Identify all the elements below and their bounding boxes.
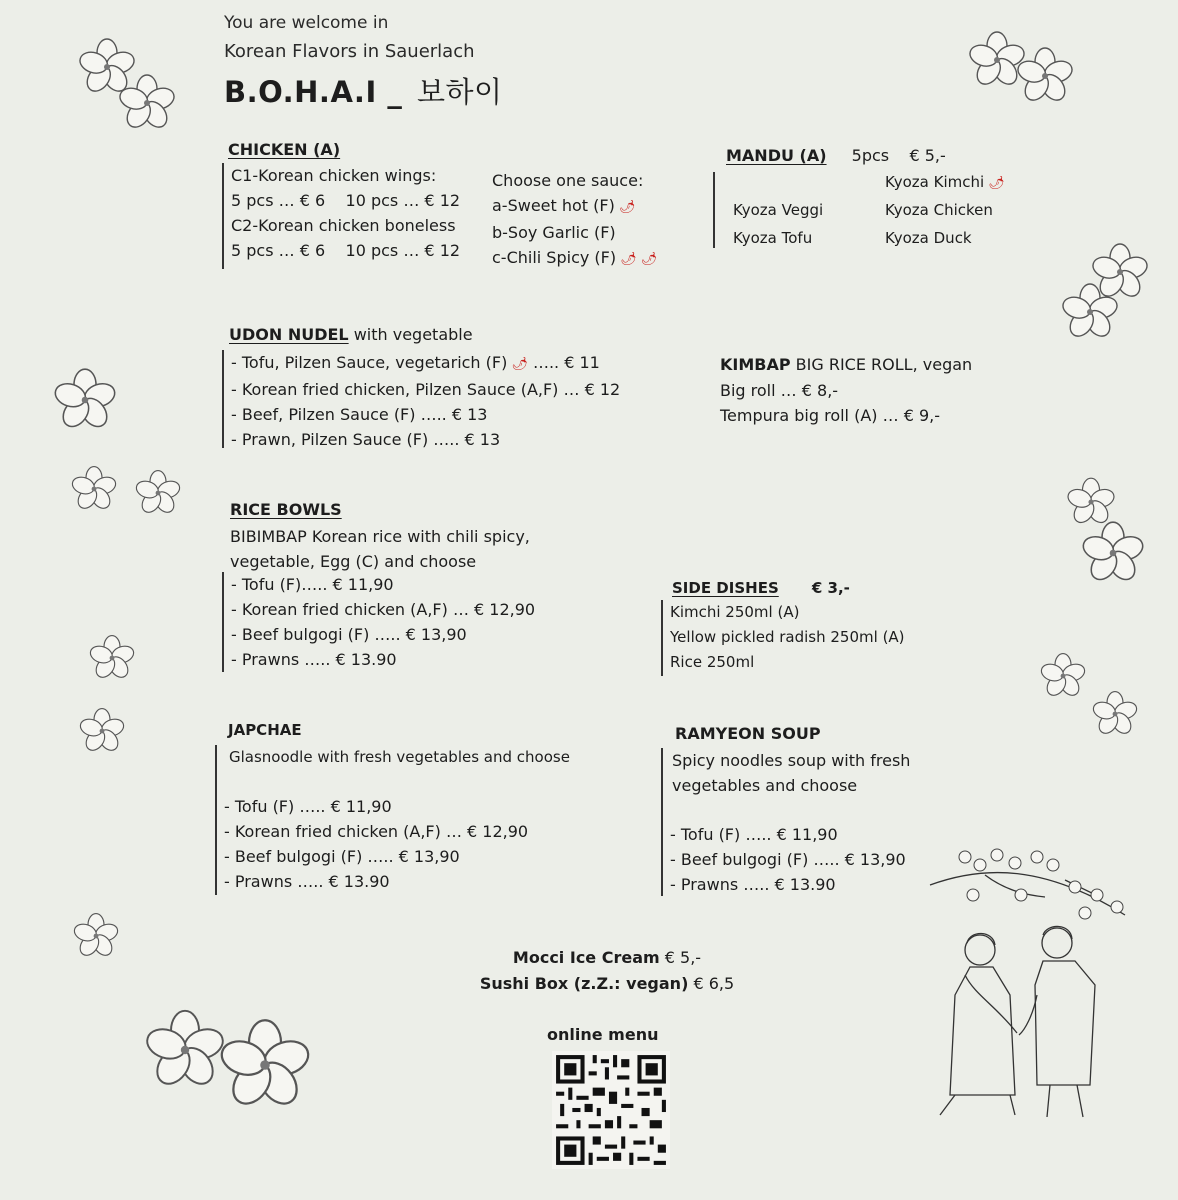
chicken-line: 5 pcs … € 6 10 pcs … € 12 bbox=[231, 241, 461, 260]
japchae-line: - Korean fried chicken (A,F) … € 12,90 bbox=[224, 822, 529, 841]
cherry-blossom-icon bbox=[68, 908, 124, 964]
chili-icon: 🌶 bbox=[620, 252, 637, 267]
brand-korean: 보하이 bbox=[416, 75, 503, 109]
udon-title: UDON NUDEL bbox=[229, 325, 349, 344]
mandu-item-label: Kyoza Duck bbox=[885, 229, 972, 247]
chicken-line: 5 pcs … € 6 10 pcs … € 12 bbox=[231, 191, 461, 210]
rice-line: - Beef bulgogi (F) ….. € 13,90 bbox=[231, 625, 467, 644]
cherry-blossom-icon bbox=[74, 703, 130, 759]
rice-box bbox=[222, 572, 535, 672]
sauce-title: Choose one sauce: bbox=[492, 171, 644, 190]
brand-name: B.O.H.A.I _ bbox=[224, 75, 403, 109]
japchae-line: - Prawns ….. € 13.90 bbox=[224, 872, 390, 891]
side-line: Yellow pickled radish 250ml (A) bbox=[670, 628, 905, 646]
cherry-blossom-icon bbox=[1062, 238, 1162, 338]
rice-intro-line: vegetable, Egg (C) and choose bbox=[230, 552, 477, 571]
sauce-item: b-Soy Garlic (F) bbox=[492, 223, 616, 242]
rice-intro-line: BIBIMBAP Korean rice with chili spicy, bbox=[230, 527, 530, 546]
brand-title bbox=[224, 70, 502, 111]
kimbap-subtitle: BIG RICE ROLL, vegan bbox=[790, 355, 973, 374]
mandu-title: MANDU (A) bbox=[726, 146, 827, 165]
cherry-blossom-icon bbox=[84, 630, 140, 686]
side-line: Kimchi 250ml (A) bbox=[670, 603, 800, 621]
kimbap-title: KIMBAP bbox=[720, 355, 791, 374]
mandu-col-left bbox=[733, 196, 823, 252]
side-line: Rice 250ml bbox=[670, 653, 755, 671]
kimbap-line: Big roll … € 8,- bbox=[720, 381, 839, 400]
ramyeon-intro: vegetables and choose bbox=[672, 776, 858, 795]
extras bbox=[437, 945, 777, 997]
udon-price: ….. € 11 bbox=[532, 353, 600, 372]
japchae-intro: Glasnoodle with fresh vegetables and choose bbox=[229, 748, 570, 766]
sushi-price: € 6,5 bbox=[688, 974, 735, 993]
sushi-name: Sushi Box (z.Z.: vegan) bbox=[479, 974, 689, 993]
cherry-blossom-icon bbox=[48, 365, 123, 435]
rice-title: RICE BOWLS bbox=[230, 500, 342, 519]
chicken-line: C2-Korean chicken boneless bbox=[231, 216, 456, 235]
mocci-price: € 5,- bbox=[659, 948, 702, 967]
chili-icon: 🌶 bbox=[640, 252, 658, 267]
japchae-line: - Beef bulgogi (F) ….. € 13,90 bbox=[224, 847, 460, 866]
ramyeon-line: - Beef bulgogi (F) ….. € 13,90 bbox=[670, 850, 906, 869]
rice-line: - Tofu (F)….. € 11,90 bbox=[231, 575, 394, 594]
cherry-blossom-icon bbox=[140, 1005, 320, 1115]
cherry-blossom-icon bbox=[1058, 470, 1153, 590]
sushi-line bbox=[437, 971, 777, 997]
chicken-line: C1-Korean chicken wings: bbox=[231, 166, 437, 185]
udon-header bbox=[229, 325, 473, 344]
cherry-blossom-icon bbox=[68, 462, 188, 520]
cherry-blossom-icon bbox=[1035, 648, 1145, 744]
mandu-price: 5pcs € 5,- bbox=[851, 146, 946, 165]
udon-line: - Korean fried chicken, Pilzen Sauce (A,F) … € 12 bbox=[231, 380, 621, 399]
rice-line: - Prawns ….. € 13.90 bbox=[231, 650, 397, 669]
chicken-box bbox=[222, 163, 460, 269]
udon-line: - Prawn, Pilzen Sauce (F) ….. € 13 bbox=[231, 430, 501, 449]
ramyeon-box bbox=[661, 748, 910, 896]
ramyeon-line: - Tofu (F) ….. € 11,90 bbox=[670, 825, 838, 844]
mandu-divider bbox=[713, 172, 715, 248]
online-menu-label: online menu bbox=[547, 1025, 659, 1044]
sauce-item: a-Sweet hot (F) bbox=[492, 196, 615, 215]
mocci-name: Mocci Ice Cream bbox=[512, 948, 660, 967]
subtitle-text: Korean Flavors in Sauerlach bbox=[224, 41, 475, 62]
mandu-item-label: Kyoza Chicken bbox=[885, 201, 993, 219]
welcome-text: You are welcome in bbox=[224, 13, 389, 33]
japchae-line: - Tofu (F) ….. € 11,90 bbox=[224, 797, 392, 816]
kimbap-line: Tempura big roll (A) … € 9,- bbox=[720, 406, 940, 425]
sauce-item: c-Chili Spicy (F) bbox=[492, 248, 617, 267]
rice-line: - Korean fried chicken (A,F) … € 12,90 bbox=[231, 600, 536, 619]
udon-subtitle: with vegetable bbox=[348, 325, 473, 344]
side-price: € 3,- bbox=[811, 579, 850, 597]
japchae-box bbox=[215, 745, 570, 895]
couple-illustration bbox=[925, 835, 1160, 1125]
mocci-line bbox=[437, 945, 777, 971]
ramyeon-title: RAMYEON SOUP bbox=[675, 724, 821, 743]
mandu-item-label: Kyoza Kimchi bbox=[885, 173, 985, 191]
kimbap-list bbox=[720, 378, 940, 428]
chili-icon: 🌶 bbox=[618, 200, 636, 215]
japchae-title: JAPCHAE bbox=[228, 721, 302, 739]
mandu-item bbox=[885, 170, 1005, 196]
udon-line: - Beef, Pilzen Sauce (F) ….. € 13 bbox=[231, 405, 488, 424]
side-box bbox=[661, 600, 905, 676]
qr-code[interactable] bbox=[552, 1050, 670, 1170]
side-title: SIDE DISHES bbox=[672, 579, 779, 597]
udon-box bbox=[222, 350, 620, 448]
side-header bbox=[672, 578, 850, 597]
cherry-blossom-icon bbox=[965, 28, 1075, 108]
chili-icon: 🌶 bbox=[511, 357, 528, 372]
udon-line: - Tofu, Pilzen Sauce, vegetarich (F) bbox=[231, 353, 508, 372]
cherry-blossom-icon bbox=[75, 35, 185, 140]
mandu-header bbox=[726, 146, 946, 165]
mandu-col-right bbox=[885, 196, 993, 252]
chili-icon: 🌶 bbox=[988, 176, 1005, 191]
ramyeon-line: - Prawns ….. € 13.90 bbox=[670, 875, 836, 894]
kimbap-header bbox=[720, 355, 972, 374]
rice-intro bbox=[230, 524, 530, 574]
mandu-item-label: Kyoza Tofu bbox=[733, 229, 813, 247]
chicken-title: CHICKEN (A) bbox=[228, 140, 341, 159]
sauce-list bbox=[492, 168, 657, 272]
ramyeon-intro: Spicy noodles soup with fresh bbox=[672, 751, 911, 770]
mandu-item-label: Kyoza Veggi bbox=[733, 201, 824, 219]
